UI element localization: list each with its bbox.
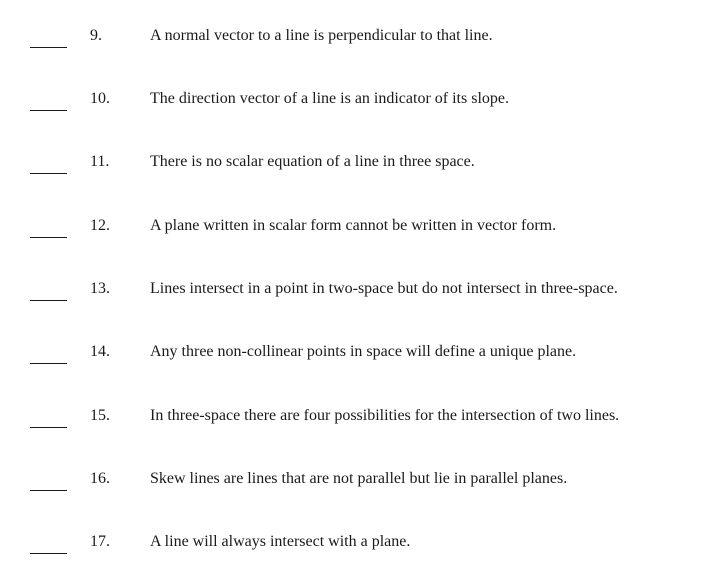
answer-blank[interactable] xyxy=(30,173,67,174)
question-row xyxy=(0,216,722,246)
question-row xyxy=(0,342,722,372)
question-statement: In three-space there are four possibilities for the intersection of two lines. xyxy=(150,407,620,424)
question-number: 16. xyxy=(90,470,110,487)
question-row xyxy=(0,532,722,562)
question-statement: Skew lines are lines that are not parallel but lie in parallel planes. xyxy=(150,470,568,487)
answer-blank[interactable] xyxy=(30,427,67,428)
question-statement: A plane written in scalar form cannot be written in vector form. xyxy=(150,217,557,234)
question-number: 15. xyxy=(90,407,110,424)
answer-blank[interactable] xyxy=(30,110,67,111)
question-row xyxy=(0,152,722,182)
question-statement: Lines intersect in a point in two-space but do not intersect in three-space. xyxy=(150,280,618,297)
question-number: 12. xyxy=(90,217,110,234)
question-statement: The direction vector of a line is an indicator of its slope. xyxy=(150,90,509,107)
answer-blank[interactable] xyxy=(30,237,67,238)
answer-blank[interactable] xyxy=(30,553,67,554)
question-row xyxy=(0,89,722,119)
question-number: 11. xyxy=(90,153,110,170)
question-row xyxy=(0,406,722,436)
question-number: 17. xyxy=(90,533,110,550)
answer-blank[interactable] xyxy=(30,47,67,48)
answer-blank[interactable] xyxy=(30,300,67,301)
answer-blank[interactable] xyxy=(30,490,67,491)
question-row xyxy=(0,279,722,309)
answer-blank[interactable] xyxy=(30,363,67,364)
question-number: 14. xyxy=(90,343,110,360)
question-statement: A normal vector to a line is perpendicular to that line. xyxy=(150,27,493,44)
question-row xyxy=(0,26,722,56)
question-number: 9. xyxy=(90,27,102,44)
question-row xyxy=(0,469,722,499)
question-statement: A line will always intersect with a plane. xyxy=(150,533,411,550)
question-statement: Any three non-collinear points in space will define a unique plane. xyxy=(150,343,577,360)
question-statement: There is no scalar equation of a line in three space. xyxy=(150,153,475,170)
question-number: 10. xyxy=(90,90,110,107)
question-number: 13. xyxy=(90,280,110,297)
